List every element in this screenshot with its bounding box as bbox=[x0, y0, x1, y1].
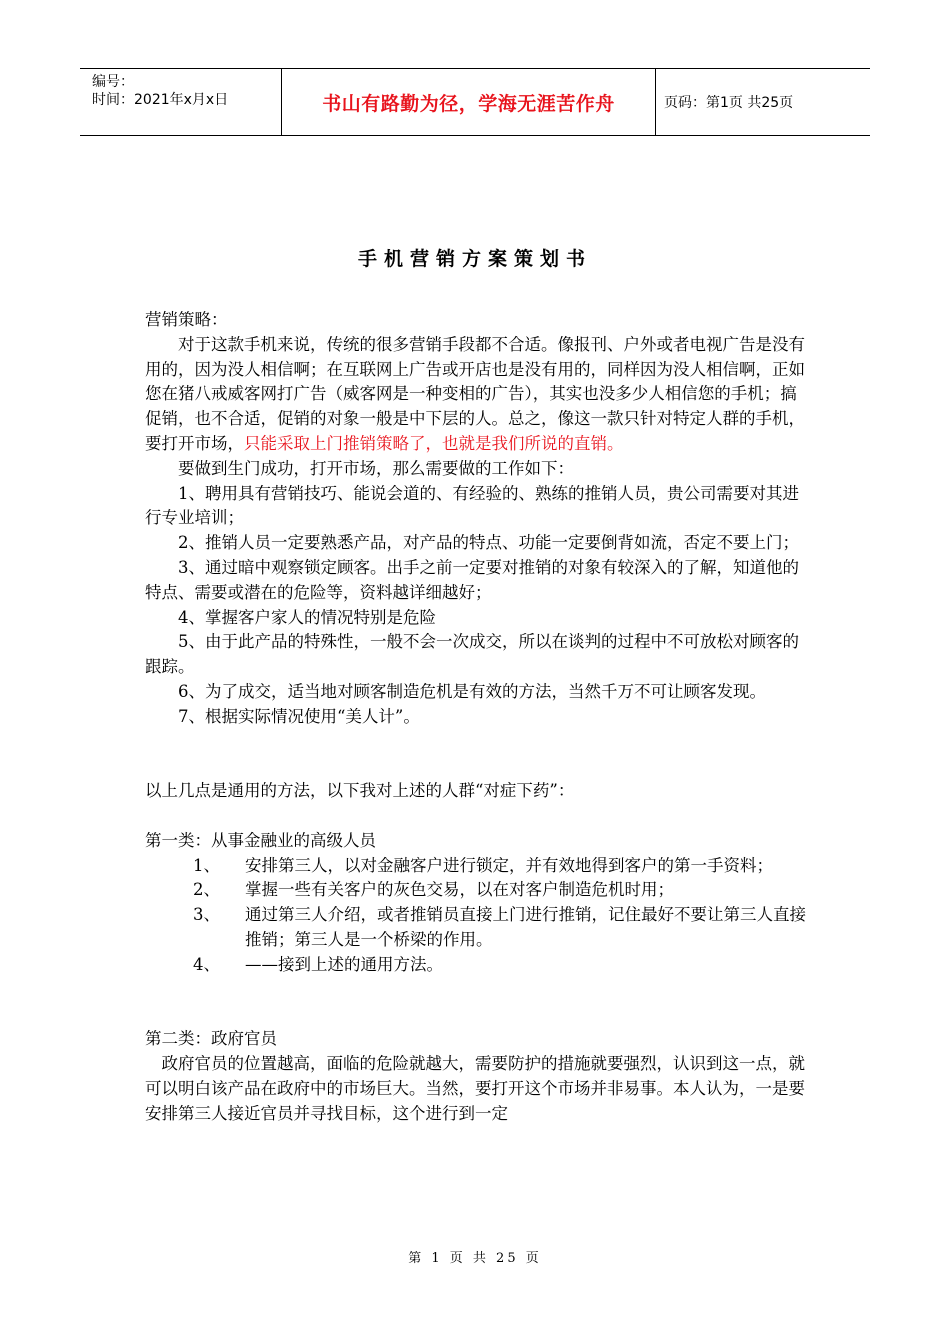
category1-heading: 第一类：从事金融业的高级人员 bbox=[145, 830, 376, 850]
header-time-label: 时间：2021年x月x日 bbox=[92, 92, 229, 108]
page-header bbox=[80, 68, 870, 136]
method-item-6: 6、为了成交，适当地对顾客制造危机是有效的方法，当然千万不可让顾客发现。 bbox=[178, 681, 766, 701]
section1-paragraph-2: 要做到生门成功，打开市场，那么需要做的工作如下： bbox=[178, 458, 574, 478]
header-meta bbox=[80, 69, 282, 135]
category2-paragraph: 政府官员的位置越高，面临的危险就越大，需要防护的措施就要强烈，认识到这一点，就可以明白该产品在政府中的市场巨大。当然，要打开这个市场并非易事。本人认为，一是要安排第三人接近官员并寻找目标，这个进行到一定 bbox=[145, 1053, 805, 1123]
paragraph-1-text: 对于这款手机来说，传统的很多营销手段都不合适。像报刊、户外或者电视广告是没有用的，因为没人相信啊；在互联网上广告或开店也是没有用的，同样因为没人相信啊，正如您在猪八戒威客网打广告（威客网是一种变相的广告），其实也没多少人相信您的手机；搞促销，也不合适，促销的对象一般是中下层的人。总之，像这一款只针对特定人群的手机，要打开市场， bbox=[145, 334, 805, 453]
method-item-4: 4、掌握客户家人的情况特别是危险 bbox=[178, 607, 436, 627]
method-item-3: 3、通过暗中观察锁定顾客。出手之前一定要对推销的对象有较深入的了解，知道他的特点、需要或潜在的危险等，资料越详细越好； bbox=[145, 557, 799, 602]
list-item bbox=[145, 903, 813, 953]
list-item-text bbox=[221, 903, 813, 953]
list-item bbox=[145, 953, 813, 978]
list-item-text bbox=[221, 878, 813, 903]
spacer bbox=[145, 804, 813, 829]
method-item-1: 1、聘用具有营销技巧、能说会道的、有经验的、熟练的推销人员，贵公司需要对其进行专业培训； bbox=[145, 483, 799, 528]
section1-paragraph-1 bbox=[145, 333, 813, 457]
spacer bbox=[145, 978, 813, 1028]
list-item-body: 安排第三人，以对金融客户进行锁定，并有效地得到客户的第一手资料； bbox=[245, 855, 773, 875]
general-note: 以上几点是通用的方法，以下我对上述的人群“对症下药”： bbox=[145, 781, 575, 801]
paragraph-1-highlight: 只能采取上门推销策略了，也就是我们所说的直销。 bbox=[244, 433, 624, 453]
method-item-7: 7、根据实际情况使用“美人计”。 bbox=[178, 706, 420, 726]
category1-list bbox=[145, 854, 813, 978]
header-motto: 书山有路勤为径，学海无涯苦作舟 bbox=[282, 69, 656, 135]
method-item-5: 5、由于此产品的特殊性，一般不会一次成交，所以在谈判的过程中不可放松对顾客的跟踪。 bbox=[145, 632, 799, 677]
header-number-label: 编号： bbox=[92, 74, 134, 90]
list-item-body: 掌握一些有关客户的灰色交易，以在对客户制造危机时用； bbox=[245, 880, 674, 900]
page-footer: 第 1 页 共 25 页 bbox=[408, 1251, 542, 1266]
spacer bbox=[145, 730, 813, 780]
list-item-text bbox=[221, 854, 813, 879]
category2-heading: 第二类：政府官员 bbox=[145, 1029, 277, 1049]
list-item bbox=[145, 854, 813, 879]
section1-heading: 营销策略： bbox=[145, 310, 228, 329]
list-item-body: 通过第三人介绍，或者推销员直接上门进行推销，记住最好不要让第三人直接推销；第三人是一个桥梁的作用。 bbox=[245, 905, 806, 949]
document-title: 手机营销方案策划书 bbox=[357, 248, 592, 270]
header-page-info: 页码：第1页 共25页 bbox=[664, 95, 794, 111]
list-item-number: 1、 bbox=[193, 855, 220, 875]
list-item-number: 2、 bbox=[193, 880, 220, 900]
list-item-text bbox=[221, 953, 813, 978]
list-item-body: ——接到上述的通用方法。 bbox=[245, 954, 443, 974]
list-item bbox=[145, 878, 813, 903]
method-item-2: 2、推销人员一定要熟悉产品，对产品的特点、功能一定要倒背如流，否定不要上门； bbox=[178, 533, 799, 553]
document-body bbox=[145, 308, 813, 1126]
list-item-number: 4、 bbox=[193, 954, 220, 974]
list-item-number: 3、 bbox=[193, 905, 220, 925]
